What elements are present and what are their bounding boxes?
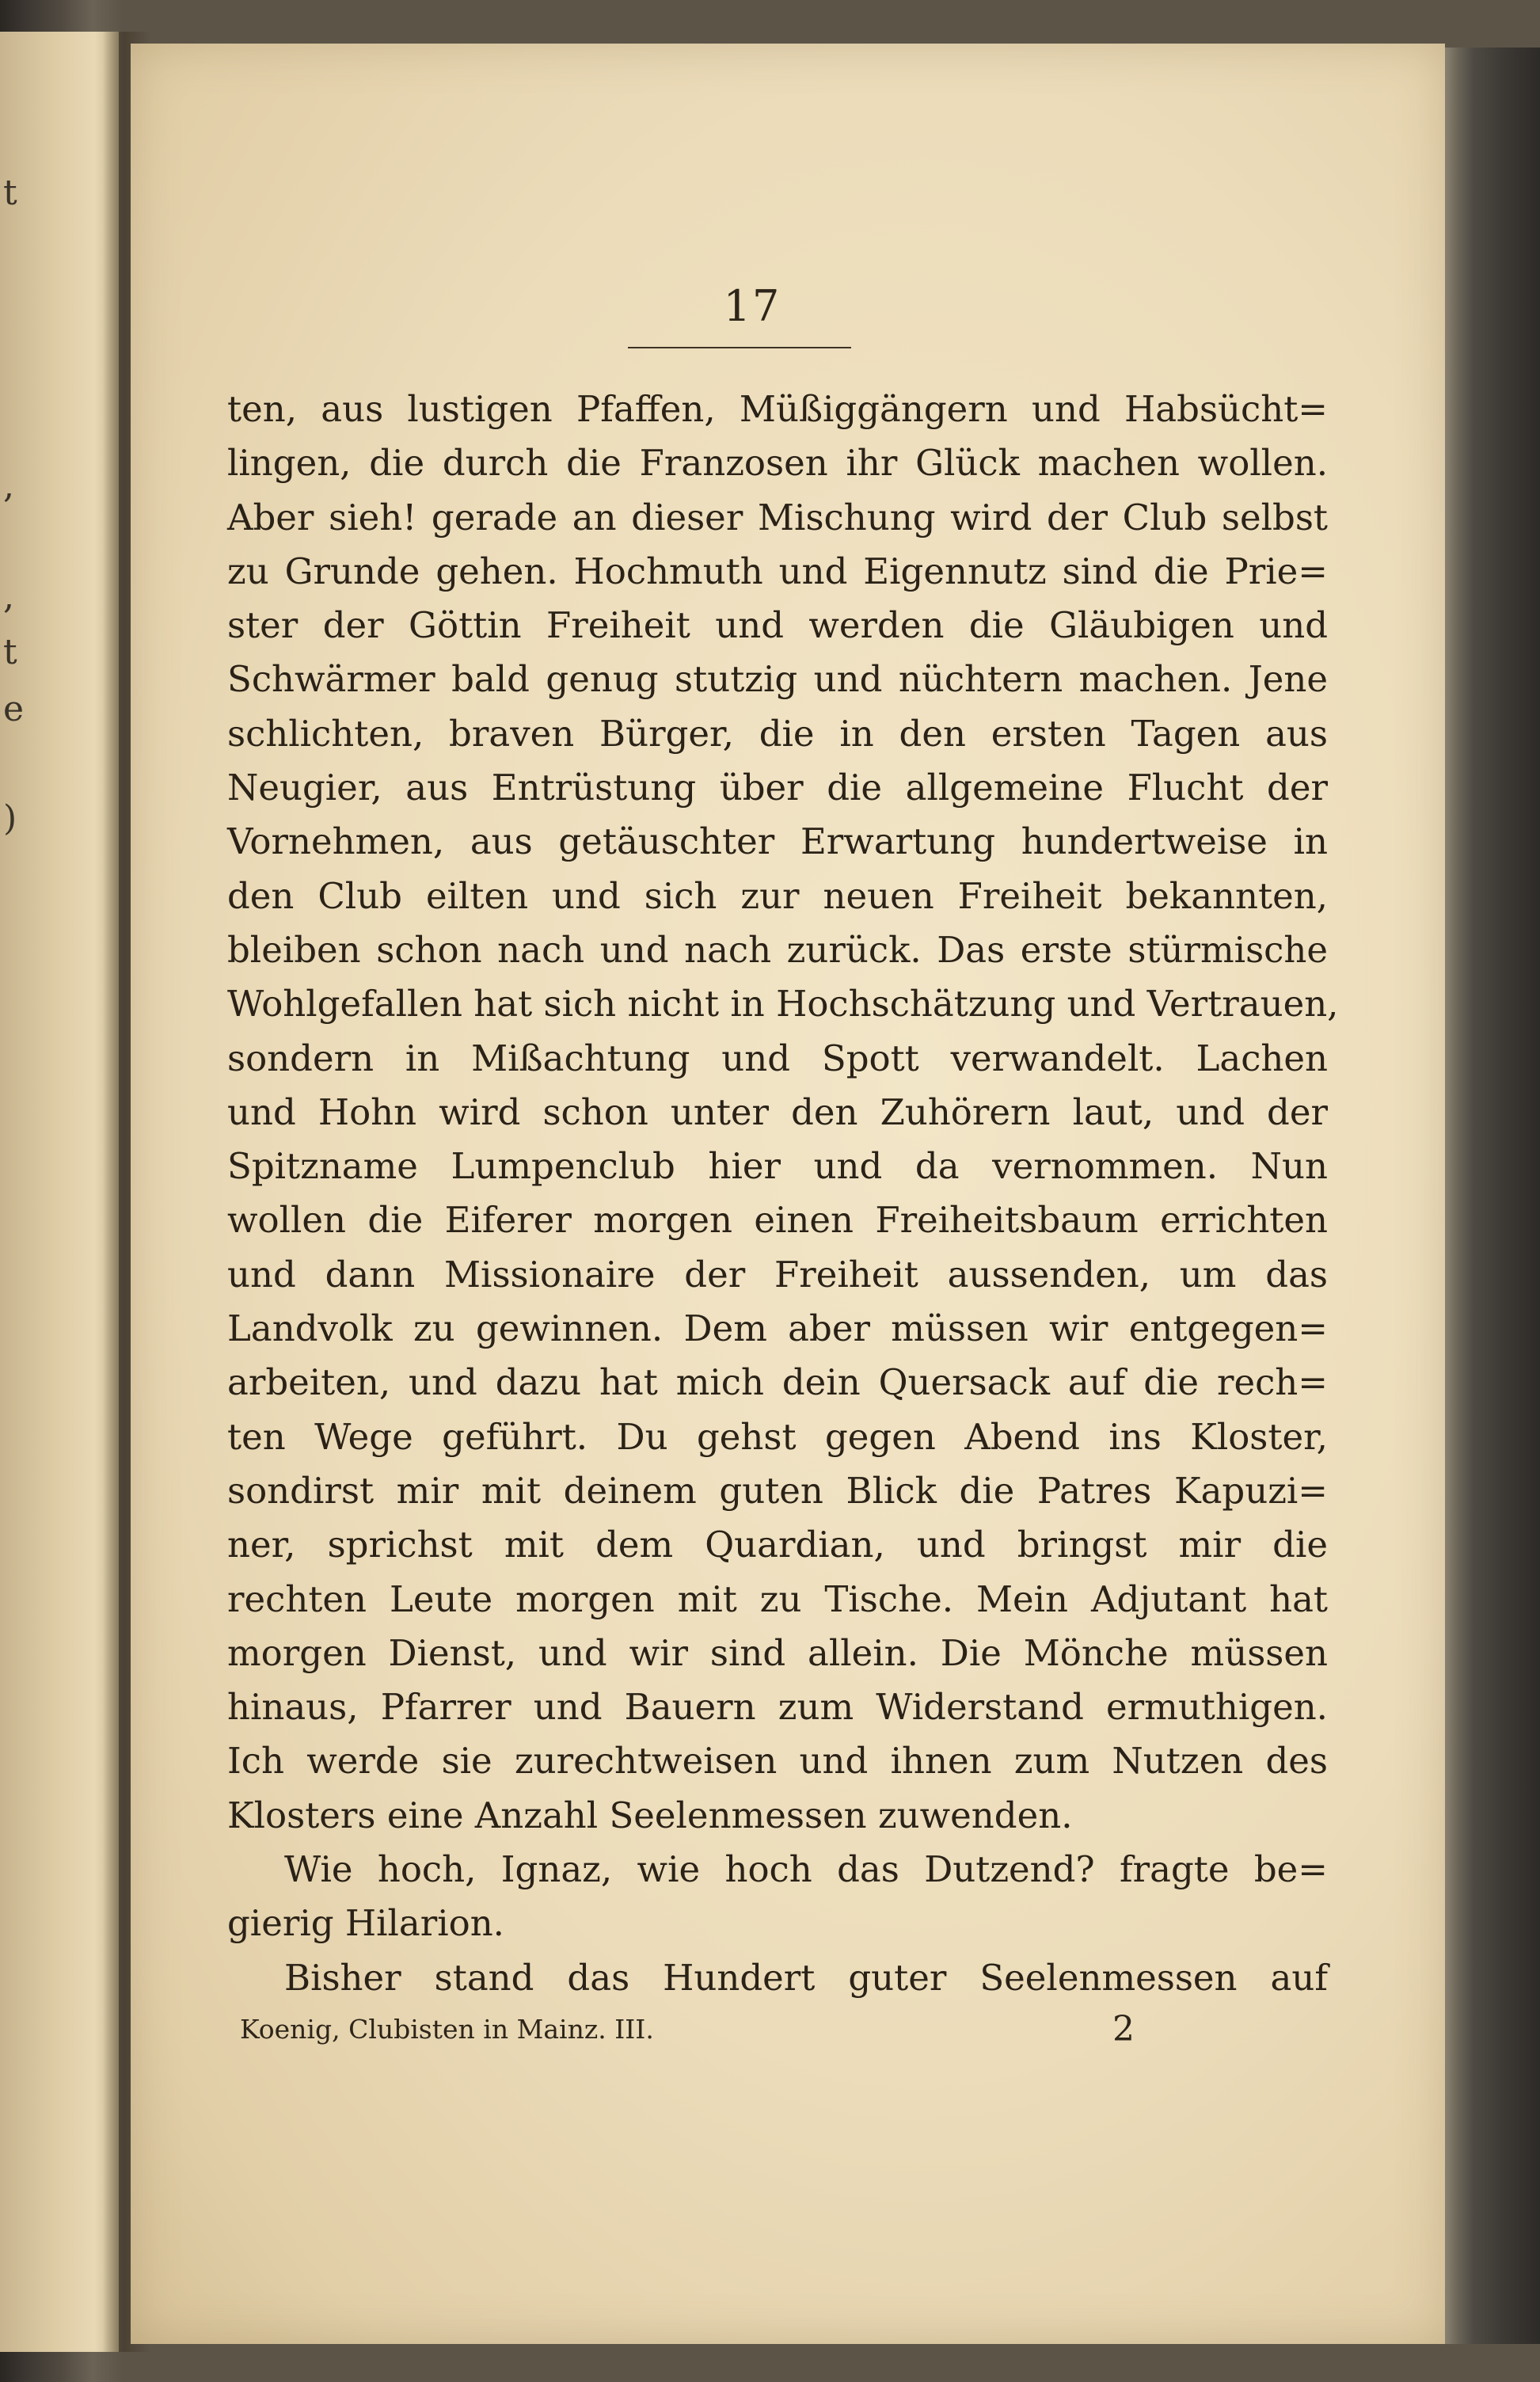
text-line: und dann Missionaire der Freiheit aussenden, um das: [227, 1253, 1328, 1296]
text-line: lingen, die durch die Franzosen ihr Glück machen wollen.: [227, 442, 1328, 485]
header-rule: [628, 347, 851, 348]
text-line: bleiben schon nach und nach zurück. Das erste stürmische: [227, 928, 1328, 971]
text-line: Spitzname Lumpenclub hier und da vernommen. Nun: [227, 1145, 1328, 1188]
text-line: Klosters eine Anzahl Seelenmessen zuwenden.: [227, 1794, 1073, 1836]
text-line: ten, aus lustigen Pfaffen, Müßiggängern und Habsücht=: [227, 388, 1328, 430]
page-number: 17: [723, 281, 781, 331]
text-line: sondern in Mißachtung und Spott verwandelt. Lachen: [227, 1037, 1328, 1079]
text-line: gierig Hilarion.: [227, 1902, 504, 1945]
facing-page-mark: ): [3, 798, 17, 839]
text-line: Aber sieh! gerade an dieser Mischung wird der Club selbst: [227, 496, 1328, 538]
text-line: ster der Göttin Freiheit und werden die Gläubigen und: [227, 604, 1328, 647]
facing-page-mark: ,: [3, 576, 14, 617]
text-line: und Hohn wird schon unter den Zuhörern laut, und der: [227, 1090, 1328, 1133]
text-line: zu Grunde gehen. Hochmuth und Eigennutz sind die Prie=: [227, 550, 1328, 592]
text-line: Vornehmen, aus getäuschter Erwartung hundertweise in: [227, 820, 1328, 863]
running-title: Koenig, Clubisten in Mainz. III.: [240, 2014, 654, 2045]
facing-page-edge: [0, 32, 119, 2352]
book-cover-edge: [1445, 48, 1540, 2344]
facing-page-mark: ,: [3, 466, 14, 506]
book-page: [131, 44, 1445, 2344]
text-line: wollen die Eiferer morgen einen Freiheitsbaum errichten: [227, 1199, 1328, 1242]
text-line: schlichten, braven Bürger, die in den ersten Tagen aus: [227, 712, 1328, 755]
signature-mark: 2: [1112, 2009, 1135, 2049]
text-line: Neugier, aus Entrüstung über die allgemeine Flucht der: [227, 767, 1328, 809]
text-line: Wohlgefallen hat sich nicht in Hochschätzung und Vertrauen,: [227, 983, 1339, 1025]
text-line: morgen Dienst, und wir sind allein. Die Mönche müssen: [227, 1631, 1328, 1674]
text-line: den Club eilten und sich zur neuen Freiheit bekannten,: [227, 874, 1328, 917]
facing-page-mark: e: [3, 689, 25, 729]
text-line: hinaus, Pfarrer und Bauern zum Widerstand ermuthigen.: [227, 1686, 1328, 1729]
text-line: ner, sprichst mit dem Quardian, und bringst mir die: [227, 1524, 1328, 1566]
text-line: Schwärmer bald genug stutzig und nüchtern machen. Jene: [227, 658, 1328, 701]
text-line: arbeiten, und dazu hat mich dein Quersack auf die rech=: [227, 1361, 1328, 1404]
text-line: Wie hoch, Ignaz, wie hoch das Dutzend? fragte be=: [284, 1848, 1328, 1891]
page-body-text: [227, 382, 1339, 2005]
facing-page-mark: t: [3, 632, 17, 672]
text-line: Ich werde sie zurechtweisen und ihnen zum Nutzen des: [227, 1740, 1328, 1783]
text-line: sondirst mir mit deinem guten Blick die Patres Kapuzi=: [227, 1469, 1328, 1512]
facing-page-mark: t: [3, 173, 17, 213]
text-line: rechten Leute morgen mit zu Tische. Mein Adjutant hat: [227, 1577, 1328, 1620]
text-line: Bisher stand das Hundert guter Seelenmessen auf: [284, 1956, 1328, 1999]
text-line: Landvolk zu gewinnen. Dem aber müssen wir entgegen=: [227, 1307, 1328, 1350]
text-line: ten Wege geführt. Du gehst gegen Abend ins Kloster,: [227, 1415, 1328, 1458]
